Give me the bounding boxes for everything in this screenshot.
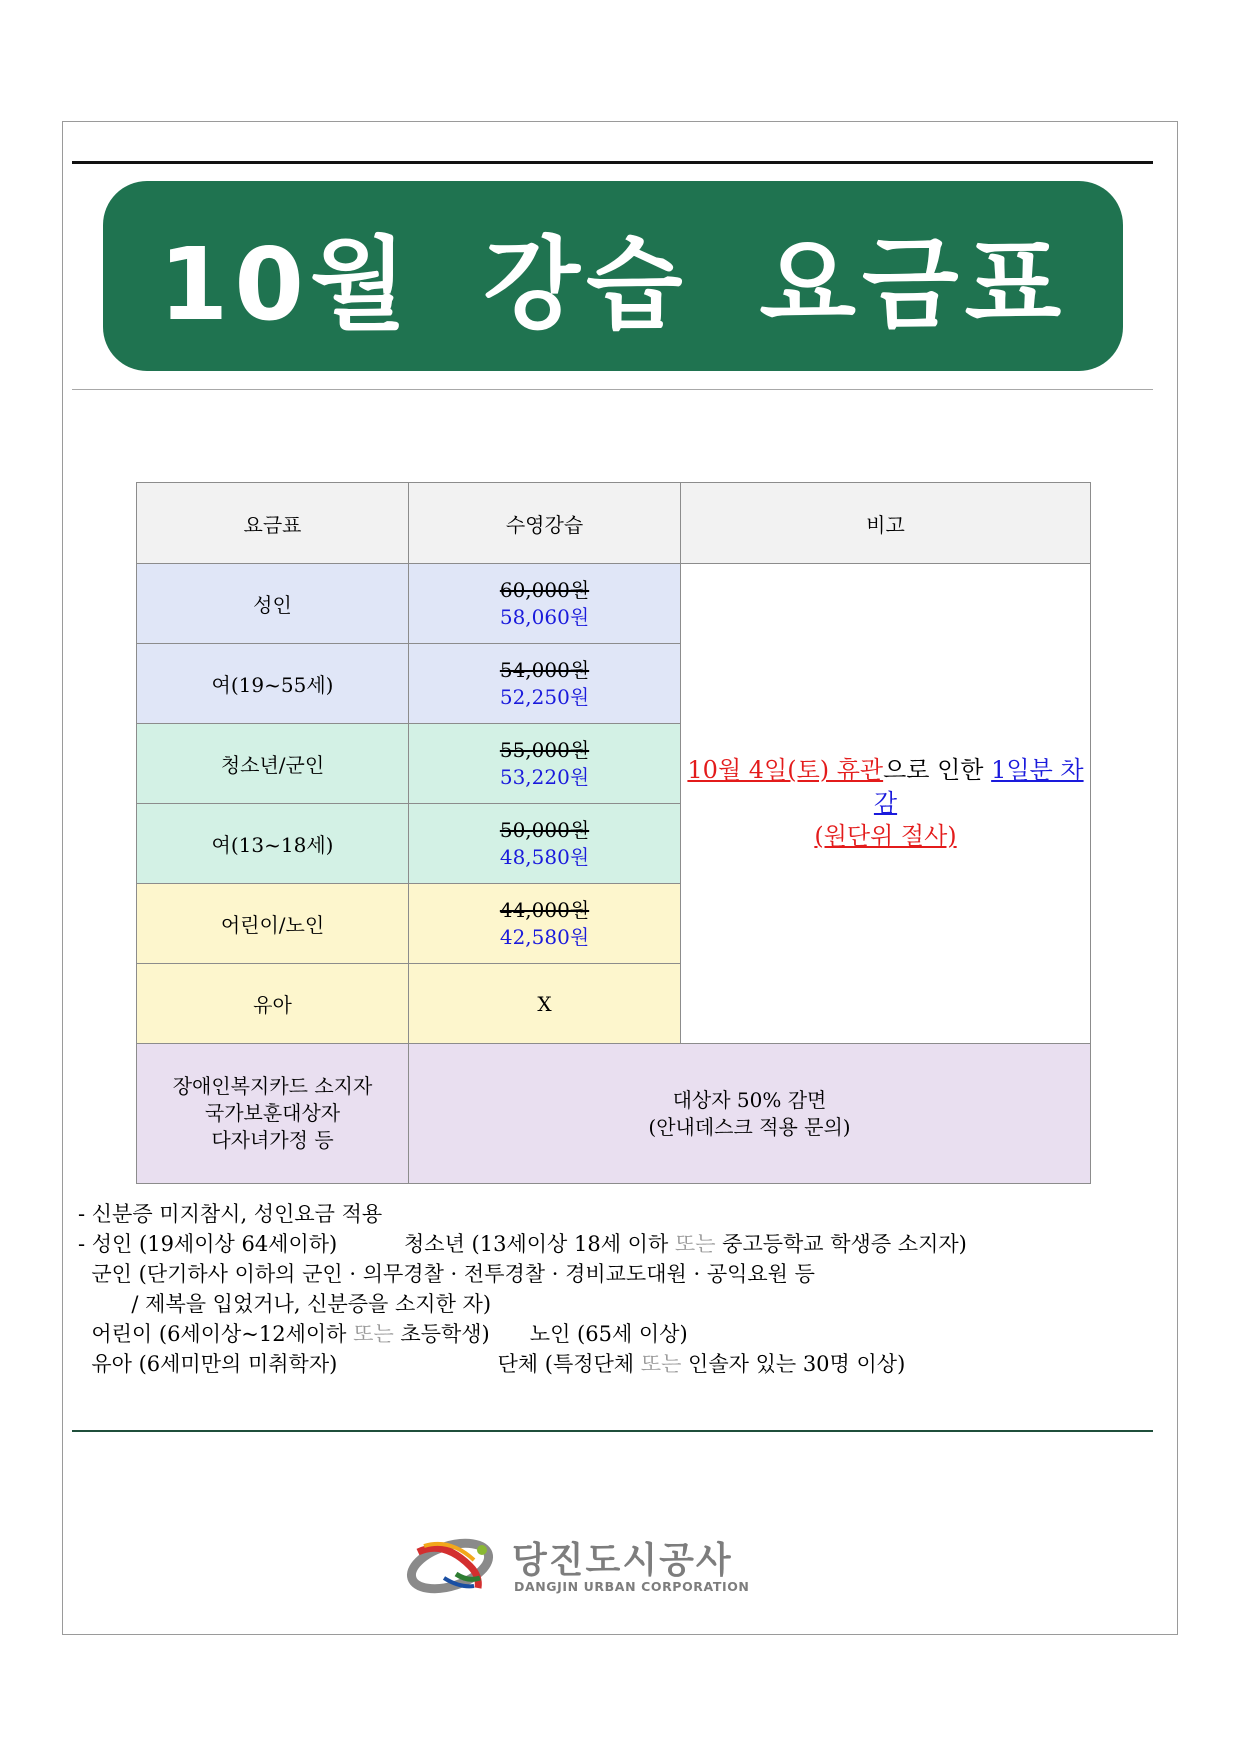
discount-value-cell [409,1044,1091,1184]
divider-rule [72,389,1153,390]
new-price: 53,220원 [499,764,590,789]
category-cell: 성인 [137,564,409,644]
category-cell: 여(19~55세) [137,644,409,724]
price-cell [409,884,681,964]
price-cell [409,804,681,884]
remark-text: 으로 인한 [883,756,992,784]
discount-category-line: 다자녀가정 등 [211,1128,334,1152]
header-swim-lesson: 수영강습 [409,483,681,564]
or-word: 또는 [640,1352,682,1376]
closure-date: 10월 4일(토) 휴관 [687,756,884,784]
table-row [137,564,1091,644]
category-cell: 여(13~18세) [137,804,409,884]
title-banner [103,181,1123,371]
logo-emblem-icon [404,1530,496,1600]
rounding-note: (원단위 절사) [814,822,957,850]
note-line: / 제복을 입었거나, 신분증을 소지한 자) [78,1292,492,1316]
old-price: 44,000원 [499,897,590,922]
logo-name-ko: 당진도시공사 [512,1540,733,1581]
header-remark: 비고 [681,483,1091,564]
header-fee: 요금표 [137,483,409,564]
discount-row [137,1044,1091,1184]
remark-cell [681,564,1091,1044]
category-cell: 청소년/군인 [137,724,409,804]
bottom-rule [72,1430,1153,1432]
or-word: 또는 [353,1322,394,1346]
note-line: - 신분증 미지참시, 성인요금 적용 [78,1202,383,1226]
price-cell [409,564,681,644]
logo-name-en: DANGJIN URBAN CORPORATION [514,1579,750,1594]
discount-category-line: 장애인복지카드 소지자 [172,1074,373,1098]
category-cell: 유아 [137,964,409,1044]
price-cell: X [409,964,681,1044]
new-price: 52,250원 [499,684,590,709]
note-line: 군인 (단기하사 이하의 군인 · 의무경찰 · 전투경찰 · 경비교도대원 · 공익요원 등 [78,1262,815,1286]
old-price: 60,000원 [499,577,590,602]
corporation-logo [404,1530,784,1602]
discount-category-line: 국가보훈대상자 [204,1101,341,1125]
page-title: 10월 강습 요금표 [158,226,1068,343]
note-line: - 성인 (19세이상 64세이하) 청소년 (13세이상 18세 이하 또는 중고등학교 학생증 소지자) [78,1232,967,1256]
table-header-row [137,483,1091,564]
discount-category-cell [137,1044,409,1184]
price-cell [409,724,681,804]
old-price: 54,000원 [499,657,590,682]
old-price: 55,000원 [499,737,590,762]
new-price: 48,580원 [499,844,590,869]
note-line: 어린이 (6세이상~12세이하 또는 초등학생) 노인 (65세 이상) [78,1322,688,1346]
fee-table [136,482,1091,1184]
discount-value-line: (안내데스크 적용 문의) [648,1114,851,1139]
top-rule [72,161,1153,164]
note-line: 유아 (6세미만의 미취학자) 단체 (특정단체 또는 인솔자 있는 30명 이상) [78,1352,906,1376]
new-price: 58,060원 [499,604,590,629]
new-price: 42,580원 [499,924,590,949]
price-cell [409,644,681,724]
old-price: 50,000원 [499,817,590,842]
notes-section [78,1199,1158,1379]
discount-value-line: 대상자 50% 감면 [672,1087,827,1112]
deduction-text: 1일분 차감 [873,756,1084,817]
category-cell: 어린이/노인 [137,884,409,964]
or-word: 또는 [674,1232,716,1256]
